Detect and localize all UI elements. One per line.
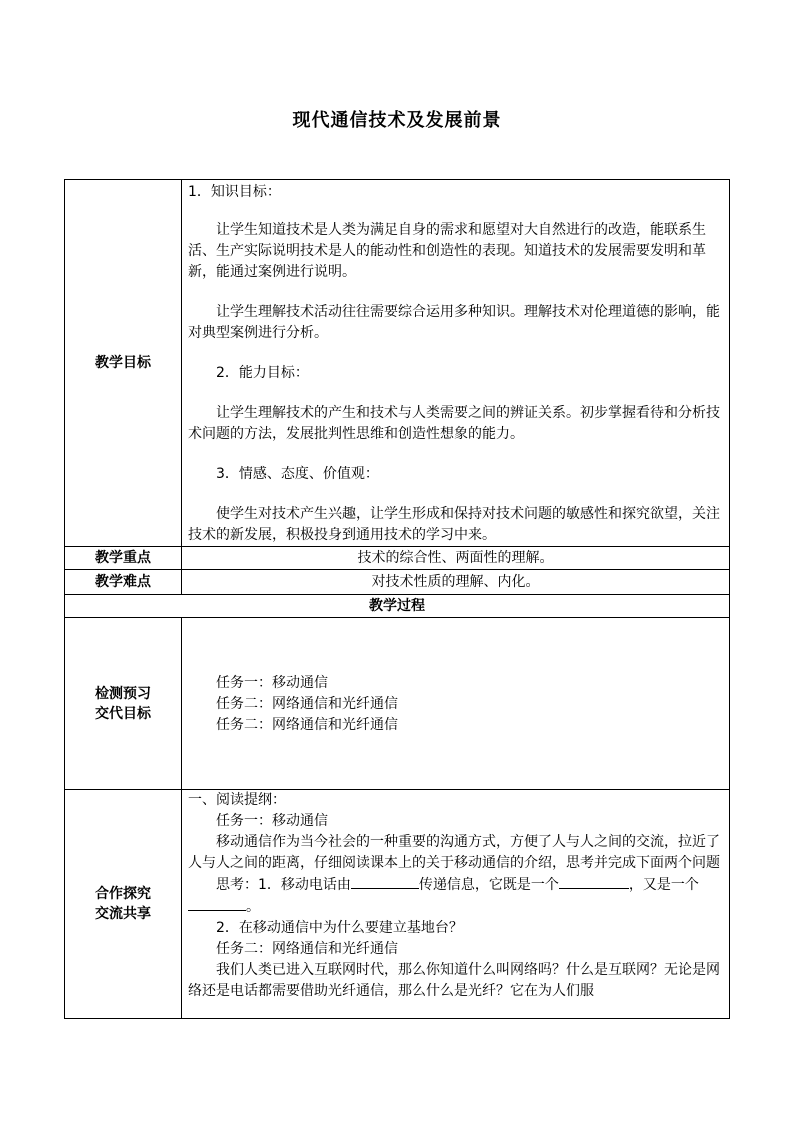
lesson-plan-table xyxy=(64,179,730,1019)
key-point-row xyxy=(65,547,730,570)
emotion-heading: 3．情感、态度、价值观： xyxy=(216,466,379,482)
key-point-text: 技术的综合性、两面性的理解。 xyxy=(182,547,730,570)
fill-blank-1[interactable] xyxy=(351,874,419,889)
goals-row xyxy=(65,180,730,547)
knowledge-heading: 1．知识目标： xyxy=(188,184,281,200)
goals-content xyxy=(182,180,730,547)
document-title: 现代通信技术及发展前景 xyxy=(292,110,502,131)
preview-label xyxy=(65,618,182,790)
difficulty-label: 教学难点 xyxy=(65,570,182,595)
preview-task-2: 任务二：网络通信和光纤通信 xyxy=(216,696,398,712)
ability-heading: 2．能力目标： xyxy=(216,365,309,381)
think-question-1 xyxy=(188,874,723,918)
knowledge-paragraph-1: 让学生知道技术是人类为满足自身的需求和愿望对大自然进行的改造，能联系生活、生产实际说明技术是人的能动性和创造性的表现。知道技术的发展需要发明和革新，能通过案例进行说明。 xyxy=(188,222,706,280)
reading-outline-heading: 一、阅读提纲： xyxy=(188,792,286,808)
think-part-a: 思考：1．移动电话由 xyxy=(216,877,351,893)
emotion-paragraph: 使学生对技术产生兴趣，让学生形成和保持对技术问题的敏感性和探究欲望，关注技术的新发展，积极投身到通用技术的学习中来。 xyxy=(188,506,720,543)
difficulty-text: 对技术性质的理解、内化。 xyxy=(182,570,730,595)
preview-task-3: 任务二：网络通信和光纤通信 xyxy=(216,717,398,733)
cooperate-label-line-1: 合作探究 xyxy=(95,886,151,902)
preview-label-line-1: 检测预习 xyxy=(95,685,151,702)
preview-task-1: 任务一：移动通信 xyxy=(216,675,328,691)
process-heading: 教学过程 xyxy=(65,595,730,618)
think-question-2: 2．在移动通信中为什么要建立基地台？ xyxy=(216,920,463,936)
difficulty-row xyxy=(65,570,730,595)
task-2-heading: 任务二：网络通信和光纤通信 xyxy=(216,941,398,957)
preview-label-line-2: 交代目标 xyxy=(95,705,151,722)
think-part-c: ，又是一个 xyxy=(628,877,699,893)
fill-blank-2[interactable] xyxy=(559,874,629,889)
task-1-heading: 任务一：移动通信 xyxy=(216,813,328,829)
process-heading-row xyxy=(65,595,730,618)
preview-row xyxy=(65,618,730,790)
task-2-text: 我们人类已进入互联网时代，那么你知道什么叫网络吗？什么是互联网？无论是网络还是电话都需要借助光纤通信，那么什么是光纤？它在为人们服 xyxy=(188,962,720,999)
cooperate-row xyxy=(65,790,730,1019)
think-part-b: 传递信息，它既是一个 xyxy=(418,877,559,893)
cooperate-label xyxy=(65,790,182,1019)
think-part-d: 。 xyxy=(246,899,260,915)
goals-label: 教学目标 xyxy=(65,180,182,547)
key-point-label: 教学重点 xyxy=(65,547,182,570)
task-1-text: 移动通信作为当今社会的一种重要的沟通方式，方便了人与人之间的交流，拉近了人与人之间的距离，仔细阅读课本上的关于移动通信的介绍，思考并完成下面两个问题 xyxy=(188,834,720,871)
preview-content xyxy=(182,618,730,790)
cooperate-content xyxy=(182,790,730,1019)
knowledge-paragraph-2: 让学生理解技术活动往往需要综合运用多种知识。理解技术对伦理道德的影响，能对典型案例进行分析。 xyxy=(188,304,720,341)
ability-paragraph: 让学生理解技术的产生和技术与人类需要之间的辨证关系。初步掌握看待和分析技术问题的方法，发展批判性思维和创造性想象的能力。 xyxy=(188,405,720,442)
cooperate-label-line-2: 交流共享 xyxy=(95,906,151,922)
fill-blank-3[interactable] xyxy=(188,896,246,911)
